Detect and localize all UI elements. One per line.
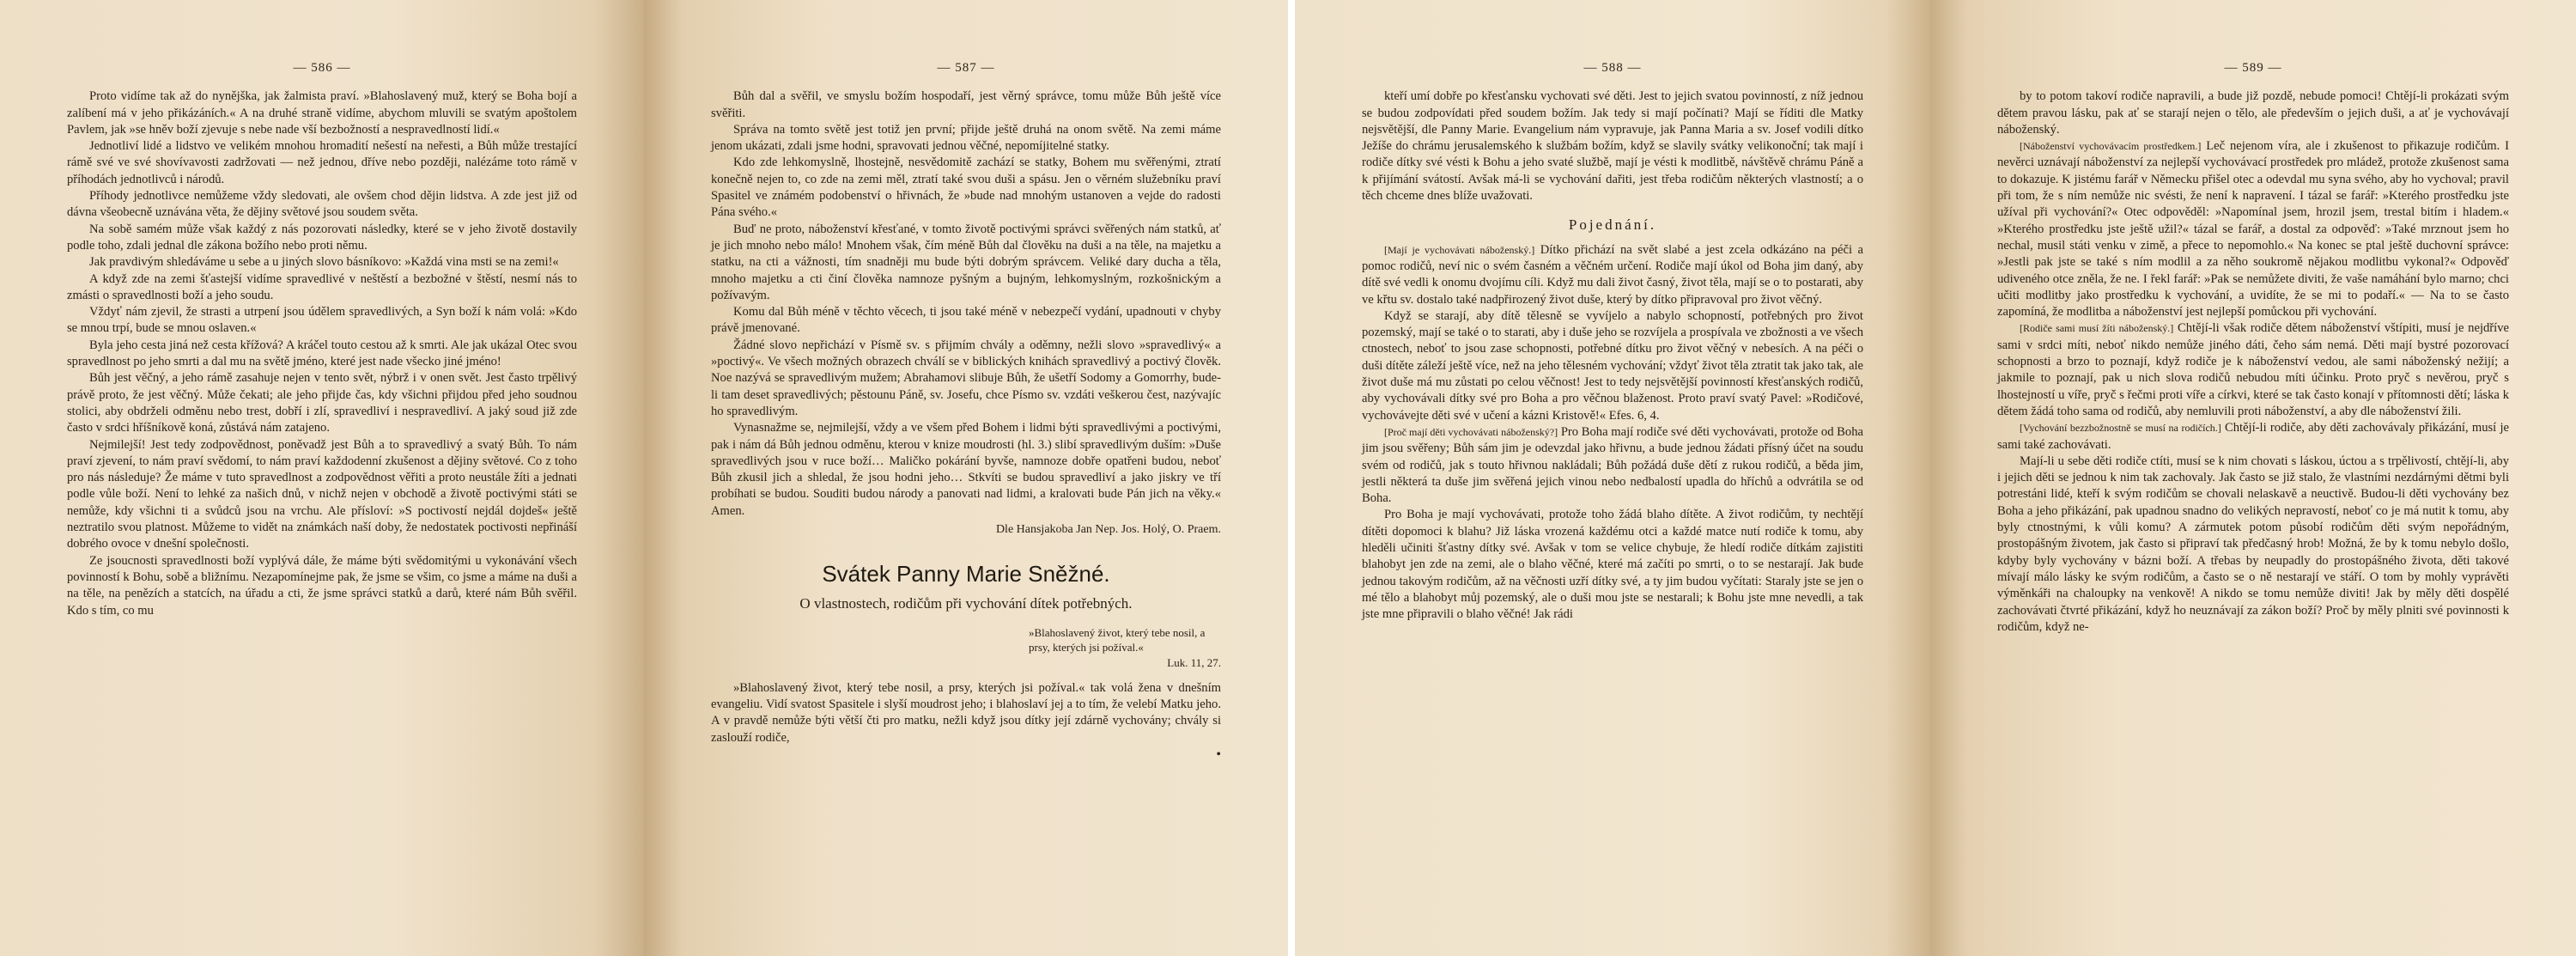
paragraph: Mají-li u sebe děti rodiče ctíti, musí se k nim chovati s láskou, úctou a s trpělivostí, chtějí-li, aby i jejich děti se jednou k nim tak zachovaly. Jak často se již stalo, že vlastními nezdárnými dětmi byli potrestáni lidé, kteří k svým rodičům se chovali nelaskavě a neuctivě. Budou-li děti vychovány bez Boha a jeho přikázání, pak upadnou snadno do velikých nepravostí, neboť co je má nutit k tomu, aby byly ctnostnými, k vůli komu? A zármutek potom působí rodičům děti svým nepořádným, prostopášným životem, jak často si připraví tak předčasný hrob! Možná, že by k tomu nebylo došlo, kdyby byly vychovány v bázni boží. A třebas by neupadly do prostopášného života, děti takové mívají málo lásky ke svým rodičům, a často se o ně nestarají ve stáří. O tom by mohly vyprávěti výměnkáři na chaloupky na venkově! A nikdo se tomu nemůže diviti! Jak by měly děti dospělé zachovávati čtvrté přikázání, když ho neuznávají za zákon boží? Proč by měly plniti své povinnosti k rodičům, když ne- <box>1997 454 2509 634</box>
paragraph: Byla jeho cesta jiná než cesta křížová? A kráčel touto cestou až k smrti. Ale jak ukázal Otec svou spravedlnost po jeho smrti a dal mu na světě jméno, které jest nade všecko jiné jméno! <box>67 338 577 369</box>
page-586 <box>0 0 644 956</box>
paragraph: Správa na tomto světě jest totiž jen první; přijde ještě druhá na onom světě. Na zemi máme jenom ukázati, zdali jsme hodni, spravovati jednou věčné, nepomíjitelné statky. <box>711 122 1221 154</box>
page-587 <box>644 0 1288 956</box>
page-588 <box>1295 0 1930 956</box>
page-number: — 588 — <box>1583 61 1642 75</box>
paragraph: Dítko přichází na svět slabé a jest zcela odkázáno na péči a pomoc rodičů, neví nic o svém časném a věčném určení. Rodiče mají úkol od Boha jim daný, aby dítě své vedli k onomu dvojímu cíli. Když mu dali život časný, život těla, mají se o to postarati, aby ve křtu sv. dostalo také nadpřirozený život duše, který by dítko připravoval pro život věčný. <box>1362 242 1863 307</box>
paragraph: Jak pravdivým shledáváme u sebe a u jiných slovo básníkovo: »Každá vina msti se na zemi!« <box>89 255 559 270</box>
paragraph: Chtějí-li však rodiče dětem náboženství vštípiti, musí je nejdříve sami v srdci míti, neboť nikdo nemůže jiného dáti, čeho sám nemá. Děti mají bystré pozorovací schopnosti a brzo to poznají, když rodiče je k náboženství vedou, ale sami náboženský nežijí; a jakmile to poznají, pak u nich slova rodičů nebudou míti účinku. Proto pryč s nevěrou, pryč s lhostejností u víře, pryč s řečmi proti víře a církvi, které se tak často konají v přítomnosti dětí; láska k dětem žádá toho sama od rodičů, aby nemluvili proti náboženství, a aby dle náboženství žili. <box>1997 321 2509 418</box>
margin-note: [Rodiče sami musí žíti náboženský.] <box>2020 322 2174 335</box>
margin-note: [Vychování bezzbožnostně se musí na rodičích.] <box>2020 422 2221 435</box>
book-spread-right <box>1295 0 2576 956</box>
page-number: — 586 — <box>293 61 351 75</box>
paragraph: Leč nejenom víra, ale i zkušenost to přikazuje rodičům. I nevěrci uznávají náboženství za nejlepší vychovávací prostředek pro mládež, protože zkušenost sama to dokazuje. K jistému farář v Německu přišel otec a odevdal mu syna svého, aby ho vychoval; pravil při tom, že s ním nemůže nic svésti, že není k napravení. I tázal se farář: »Kterého prostředku jste užíval při vychování?« Otec odpověděl: »Napomínal jsem, hrozil jsem, trestal bitím i hladem.« »Kterého prostředku jste ještě užil?« tázal se farář, a dostal za odpověď: »Také mrznout jsem ho nechal, musil státi venku v zimě, a přece to nepomohlo.« Na konec se ptal ještě duchovní správce: »Jestli pak jste se také s ním modlil a za něho soukromě nějakou modlitbu vykonal?« Odpověď udiveného otce zněla, že ne. I řekl farář: »Pak se nemůžete diviti, že vaše namáhání bylo marno; chci učiti modlitby jako prostředku k vychování, a uvidíte, že se mi to podaří.« — Na to se často zapomíná, že modlitba a náboženství jest nejlepší pomůckou při vychování. <box>1997 139 2509 320</box>
paragraph: Vždyť nám zjevil, že strasti a utrpení jsou údělem spravedlivých, a Syn boží k nám volá: »Kdo se mnou trpí, bude se mnou oslaven.« <box>67 305 577 336</box>
paragraph: Chtějí-li rodiče, aby děti zachovávaly přikázání, musí je sami také zachovávati. <box>1997 421 2509 452</box>
page-number: — 589 — <box>2224 61 2282 75</box>
paragraph: kteří umí dobře po křesťansku vychovati své děti. Jest to jejich svatou povinností, z níž jednou se budou zodpovídati před soudem božím. Jak tedy si mají počínati? Mají se říditi dle Matky nejsvětější, dle Panny Marie. Evangelium nám vypravuje, jak Panna Maria a sv. Josef vodili dítko Ježíše do chrámu jerusalemského k službám božím, když se slavily svátky velikonoční; tak mají i rodiče dítky své vésti k Bohu a jeho svaté službě, mají je vésti k modlitbě, návštěvě chrámu Páně a k přijímání svátostí. Avšak má-li se vychování dařiti, jest třeba rodičům některých vlastností; a o těch chceme dnes blíže uvažovati. <box>1362 89 1863 204</box>
page-number: — 587 — <box>937 61 995 75</box>
paragraph: Ze jsoucnosti spravedlnosti boží vyplývá dále, že máme býti svědomitými u vykonávání všech povinností k Bohu, sobě a bližnímu. Nezapomínejme pak, že jsme se všim, co jsme a máme na duši a na těle, na penězích a statcích, na úřadu a cti, že jsme správci statků a darů, které nám Bůh svěřil. Kdo s tím, co mu <box>67 553 577 618</box>
section-title: Svátek Panny Marie Sněžné. <box>822 561 1110 588</box>
paragraph: Když se starají, aby dítě tělesně se vyvíjelo a nabylo schopností, potřebných pro život pozemský, mají se také o to starati, aby i duše jeho se rozvíjela a prospívala ve zbožnosti a ve všech ctnostech, neboť to jsou zase schopnosti, potřebné dítku pro život věčný v nebesích. A na péči o duši dítěte záleží ještě více, než na jeho tělesném vychování; vždyť život těla ztratit tak jako tak, ale život duše má mu zůstati po celou věčnost! Jest to tedy nejsvětější povinností křesťanských rodičů, aby vychovávali dítky své pro Boha a pro věčnou blaženost. Proto praví svatý Pavel: »Rodičové, vychovávejte děti své v učení a kázni Kristově!« Efes. 6, 4. <box>1362 308 1863 423</box>
section-heading: Pojednání. <box>1568 216 1657 234</box>
motto-reference: Luk. 11, 27. <box>1167 656 1221 670</box>
paragraph: Příhody jednotlivce nemůžeme vždy sledovati, ale ovšem chod dějin lidstva. A zde jest již od dávna všeobecně uznávána věta, že dějiny světové jsou soudem světa. <box>67 189 577 220</box>
paragraph: Bůh jest věčný, a jeho rámě zasahuje nejen v tento svět, nýbrž i v onen svět. Jest často trpělivý právě proto, že jest věčný. Může čekati; ale jeho přijde čas, kdy všichni přijdou před jeho soudnou stolici, aby obdrželi odměnu nebo trest, dobří i zlí, spravedliví i nespravedliví. A jaký soud již zde často v srdci hříšníkově koná, zůstává nám zatajeno. <box>67 371 577 435</box>
paragraph: Nejmilejší! Jest tedy zodpovědnost, poněvadž jest Bůh a to spravedlivý a svatý Bůh. To nám praví zjevení, to nám praví svědomí, to nám praví každodenní zkušenost a dějiny světové. Co z toho pro nás následuje? Že máme v tuto spravedlnost a zodpovědnost věřiti a proto neustále žíti a jednati podle vůle boží. Není to lehké za našich dnů, v nichž nejen v obchodě a životě poctivými státi se nemůže, kdy všichni ti a svůdců jsou na vrchu. Ale přísloví: »S poctivostí nejdál dojdeš« ještě neztratilo svou platnost. Můžeme to vidět na známkách naší doby, že nedostatek poctivosti nepřináší dobrého ovoce v dnešní společnosti. <box>67 437 577 551</box>
page-end-mark: • <box>1216 746 1221 762</box>
paragraph: Komu dal Bůh méně v těchto věcech, ti jsou také méně v nebezpečí vydání, upadnouti v chyby právě jmenované. <box>711 305 1221 336</box>
paragraph: Jednotliví lidé a lidstvo ve velikém mnohou hromadití nešestí na neřesti, a Bůh může trestající rámě své ve své shovívavosti zadržovati — než jednou, dříve nebo později, nalézáme toto rámě v příhodách jednotlivců i národů. <box>67 139 577 186</box>
paragraph: Buď ne proto, náboženství křesťané, v tomto životě poctivými správci svěřených nám statků, ať je jich mnoho nebo málo! Mnohem však, čím méně Bůh dal člověku na duši a na těle, na majetku a statku, na cti a vážnosti, tím snadněji mu bude býti dobrým správcem. Veliké dary ducha a těla, mnoho majetku a cti činí člověka namnoze pyšným a bujným, lehkomyslným, rozkošnickým a požívavým. <box>711 222 1221 302</box>
paragraph: by to potom takoví rodiče napravili, a bude již pozdě, nebude pomoci! Chtějí-li prokázati svým dětem pravou lásku, pak ať se starají nejen o tělo, ale především o jejich duši, a ať je vychovávají náboženský. <box>1997 89 2509 137</box>
paragraph: Na sobě samém může však každý z nás pozorovati následky, které se v jeho životě dostavily podle toho, zdali jednal dle zákona božího nebo proti němu. <box>67 222 577 253</box>
paragraph: Vynasnažme se, nejmilejší, vždy a ve všem před Bohem i lidmi býti spravedlivými a poctivými, pak i nám dá Bůh jednou odměnu, kterou v knize moudrosti (hl. 3.) slibí spravedlivým duším: »Duše spravedlivých jsou v ruce boží… Maličko pokárání byvše, namnoze dobře opatřeni budou, neboť Bůh zkusil jich a shledal, že jsou hodni jeho… Stkvíti se budou spravedliví a jako jiskry ve tří probíhati se budou. Souditi budou národy a panovati nad lidmi, a kralovati bude Pán jich na věky.« Amen. <box>711 421 1221 518</box>
motto-quote: »Blahoslavený život, který tebe nosil, a prsy, kterých jsi požíval.« <box>1029 626 1206 655</box>
paragraph: Bůh dal a svěřil, ve smyslu božím hospodaří, jest věrný správce, tomu může Bůh ještě více svěřiti. <box>711 89 1221 120</box>
paragraph: Kdo zde lehkomyslně, lhostejně, nesvědomitě zachází se statky, Bohem mu svěřenými, ztratí konečně nejen to, co zde na zemi měl, ztratí také svou duši a spásu. Jen o věrném služebníku praví Spasitel ve známém podobenství o hřivnách, že »bude nad mnohým ustanoven a vejde do radosti Pána svého.« <box>711 155 1221 220</box>
margin-note: [Mají je vychovávati náboženský.] <box>1384 243 1535 256</box>
paragraph: Proto vidíme tak až do nynějška, jak žalmista praví. »Blahoslavený muž, který se Boha bojí a zalíbení má v jeho přikázáních.« A na druhé straně vidíme, abychom mluvili se svatým apoštolem Pavlem, jak »se hněv boží zjevuje s nebe nade vší bezbožností a nespravedlností lidí.« <box>67 89 577 137</box>
paragraph: »Blahoslavený život, který tebe nosil, a prsy, kterých jsi požíval.« tak volá žena v dnešním evangeliu. Vidí svatost Spasitele i slyší moudrost jeho; i blahoslaví jej a to tím, že velebí Matku jeho. A v pravdě nemůže býti větší čti pro matku, nežli když jsou dítky její zdárně vychovány; chvály si zaslouží rodiče, <box>711 680 1221 745</box>
paragraph: A když zde na zemi šťastejší vidíme spravedlivé v neštěstí a bezbožné v štěstí, nesmí nás to zmásti o spravedlnosti boží a jeho soudu. <box>67 271 577 302</box>
paragraph: Žádné slovo nepřichází v Písmě sv. s přijmím chvály a oděmny, nežli slovo »spravedlivý« a »poctivý«. Ve všech možných obrazech chválí se v biblických knihách spravedlivý a poctivý člověk. Noe nazývá se spravedlivým mužem; Abrahamovi slibuje Bůh, že ušetří Sodomy a Gomorrhy, bude-li tam deset spravedlivých; pěstounu Páně, sv. Josefu, chce Písmo sv. vzdáti veškerou čest, nazývajíc ho spravedlivým. <box>711 338 1221 418</box>
section-subtitle: O vlastnostech, rodičům při vychování dítek potřebných. <box>799 595 1133 612</box>
page-589 <box>1930 0 2576 956</box>
margin-note: [Náboženství vychovávacím prostředkem.] <box>2020 140 2202 153</box>
margin-note: [Proč mají děti vychovávati náboženský?] <box>1384 425 1558 438</box>
paragraph: Pro Boha mají rodiče své děti vychovávati, protože od Boha jim jsou svěřeny; Bůh sám jim je odevzdal jako hřivnu, a bude jednou žádati přísný účet na soudu svém od rodičů, jak s touto hřivnou nakládali; Bůh požádá duše dětí z rukou rodičů, a běda jim, jestli některá ta duše jim svěřená jejich vinou nebo nedbalostí upadla do hříchů a odvrátila se od Boha. <box>1362 424 1863 506</box>
author-signature: Dle Hansjakoba Jan Nep. Jos. Holý, O. Praem. <box>995 523 1221 537</box>
paragraph: Pro Boha je mají vychovávati, protože toho žádá blaho dítěte. A život rodičům, ty nechtějí dítěti dopomoci k blahu? Již láska vrozená každému otci a každé matce nutí rodiče k tomu, aby hleděli učiniti šťastny dítky své. Avšak v tom se velice chybuje, že hledí rodiče dítkám zajistiti blahobyt jen zde na zemi, ale o blaho věčné, které má začíti po smrti, o to se nestarají. Jak bude jednou takovým rodičům, až na věčnosti uzří dítky své, a ty jim budou vyčítati: Staraly jste se jen o mé tělo a blahobyt můj pozemský, ale o duši mou jste se nestarali; k Bohu jste mne nevedli, a tak jste mne připravili o blaho věčné! Jak rádi <box>1362 508 1863 622</box>
